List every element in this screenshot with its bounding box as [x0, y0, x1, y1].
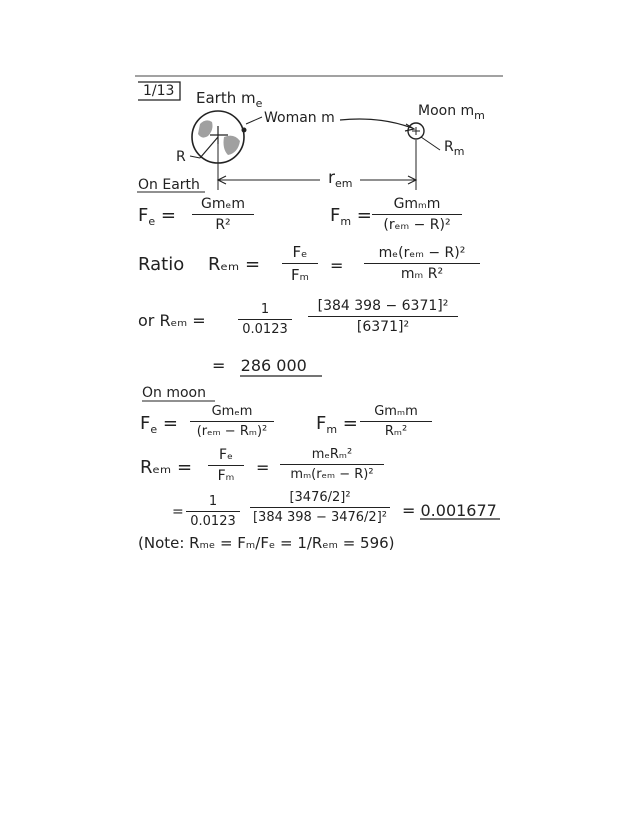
moon-eq-sign: = [172, 504, 184, 520]
moon-numeric-fraction-2 [250, 490, 390, 525]
moon-result: = 0.001677 [402, 501, 497, 520]
earth-radius-line [200, 137, 218, 158]
moon-num1: 1 [208, 494, 218, 509]
moon-rhs-num: mₑRₘ² [311, 447, 353, 462]
ratio-rhs-fraction [364, 245, 480, 282]
moon-equals: = [256, 458, 270, 477]
ratio-word: Ratio [138, 254, 185, 275]
earth-continent-2 [224, 136, 241, 155]
rem-label: $r_{em}$ [328, 168, 353, 190]
ratio-mid-den: Fₘ [291, 266, 309, 284]
earth-Fm-lhs: $F_m$ = [330, 205, 372, 228]
earth-num1: 1 [260, 302, 270, 317]
moon-Fe-den: (rₑₘ − Rₘ)² [196, 424, 268, 439]
moon-Fm-den: Rₘ² [384, 424, 408, 439]
moon-Fe-lhs: $F_e$ = [140, 413, 178, 436]
moon-den1: 0.0123 [190, 514, 236, 529]
moon-mid-den: Fₘ [217, 468, 235, 484]
earth-result: = 286 000 [212, 356, 307, 375]
or-rem: or Rₑₘ = [138, 311, 206, 330]
moon-label: Moon $m_m$ [418, 103, 485, 122]
on-earth-heading: On Earth [138, 177, 200, 193]
moon-Fe-num: Gmₑm [211, 404, 253, 419]
ratio-equals: = [330, 256, 344, 275]
earth-Fm-fraction [372, 196, 462, 233]
earth-label: Earth $m_e$ [196, 89, 263, 110]
earth-Fm-num: Gmₘm [393, 196, 441, 212]
earth-Fe-lhs: $F_e$ = [138, 205, 176, 228]
earth-Fe-fraction [192, 196, 254, 233]
ratio-lhs: Rₑₘ = [208, 254, 261, 275]
earth-radius-label: R [176, 149, 186, 165]
moon-numeric-fraction-1 [186, 494, 240, 529]
ratio-mid-num: Fₑ [292, 243, 308, 261]
moon-Fm-fraction [360, 404, 432, 439]
moon-mid-num: Fₑ [219, 447, 233, 463]
earth-numeric-fraction-2 [308, 298, 458, 335]
earth-Fe-den: R² [215, 217, 231, 233]
moon-Fm-num: Gmₘm [374, 404, 418, 419]
note: (Note: Rₘₑ = Fₘ/Fₑ = 1/Rₑₘ = 596) [138, 534, 395, 552]
ratio-rhs-num: mₑ(rₑₘ − R)² [378, 245, 466, 261]
moon-big-num: [3476/2]² [289, 490, 351, 505]
moon-radius-line [421, 137, 440, 150]
moon-big-den: [384 398 − 3476/2]² [252, 510, 387, 525]
ratio-rhs-den: mₘ R² [400, 266, 444, 282]
earth-Fe-num: Gmₑm [201, 196, 245, 212]
moon-mid-fraction [208, 447, 244, 484]
moon-Fm-lhs: $F_m$ = [316, 413, 358, 436]
woman-label: Woman m [264, 110, 335, 126]
earth-den1: 0.0123 [242, 322, 288, 337]
moon-Fe-fraction [190, 404, 274, 439]
earth-result-value: 286 000 [240, 356, 307, 375]
moon-Rem-lhs: Rₑₘ = [140, 457, 193, 478]
moon-radius-label: $R_m$ [444, 139, 465, 158]
on-moon-heading: On moon [142, 385, 206, 401]
earth-big-num: [384 398 − 6371]² [317, 298, 449, 314]
moon-result-value: 0.001677 [420, 501, 497, 520]
problem-number: 1/13 [143, 83, 175, 99]
woman-marker [242, 128, 247, 133]
moon-rhs-fraction [280, 447, 384, 482]
earth-big-den: [6371]² [356, 319, 410, 335]
earth-Fm-den: (rₑₘ − R)² [383, 217, 451, 233]
ratio-mid-fraction [282, 243, 318, 284]
woman-arrow [340, 119, 412, 128]
earth-numeric-fraction-1 [238, 302, 292, 337]
moon-rhs-den: mₘ(rₑₘ − R)² [290, 467, 374, 482]
